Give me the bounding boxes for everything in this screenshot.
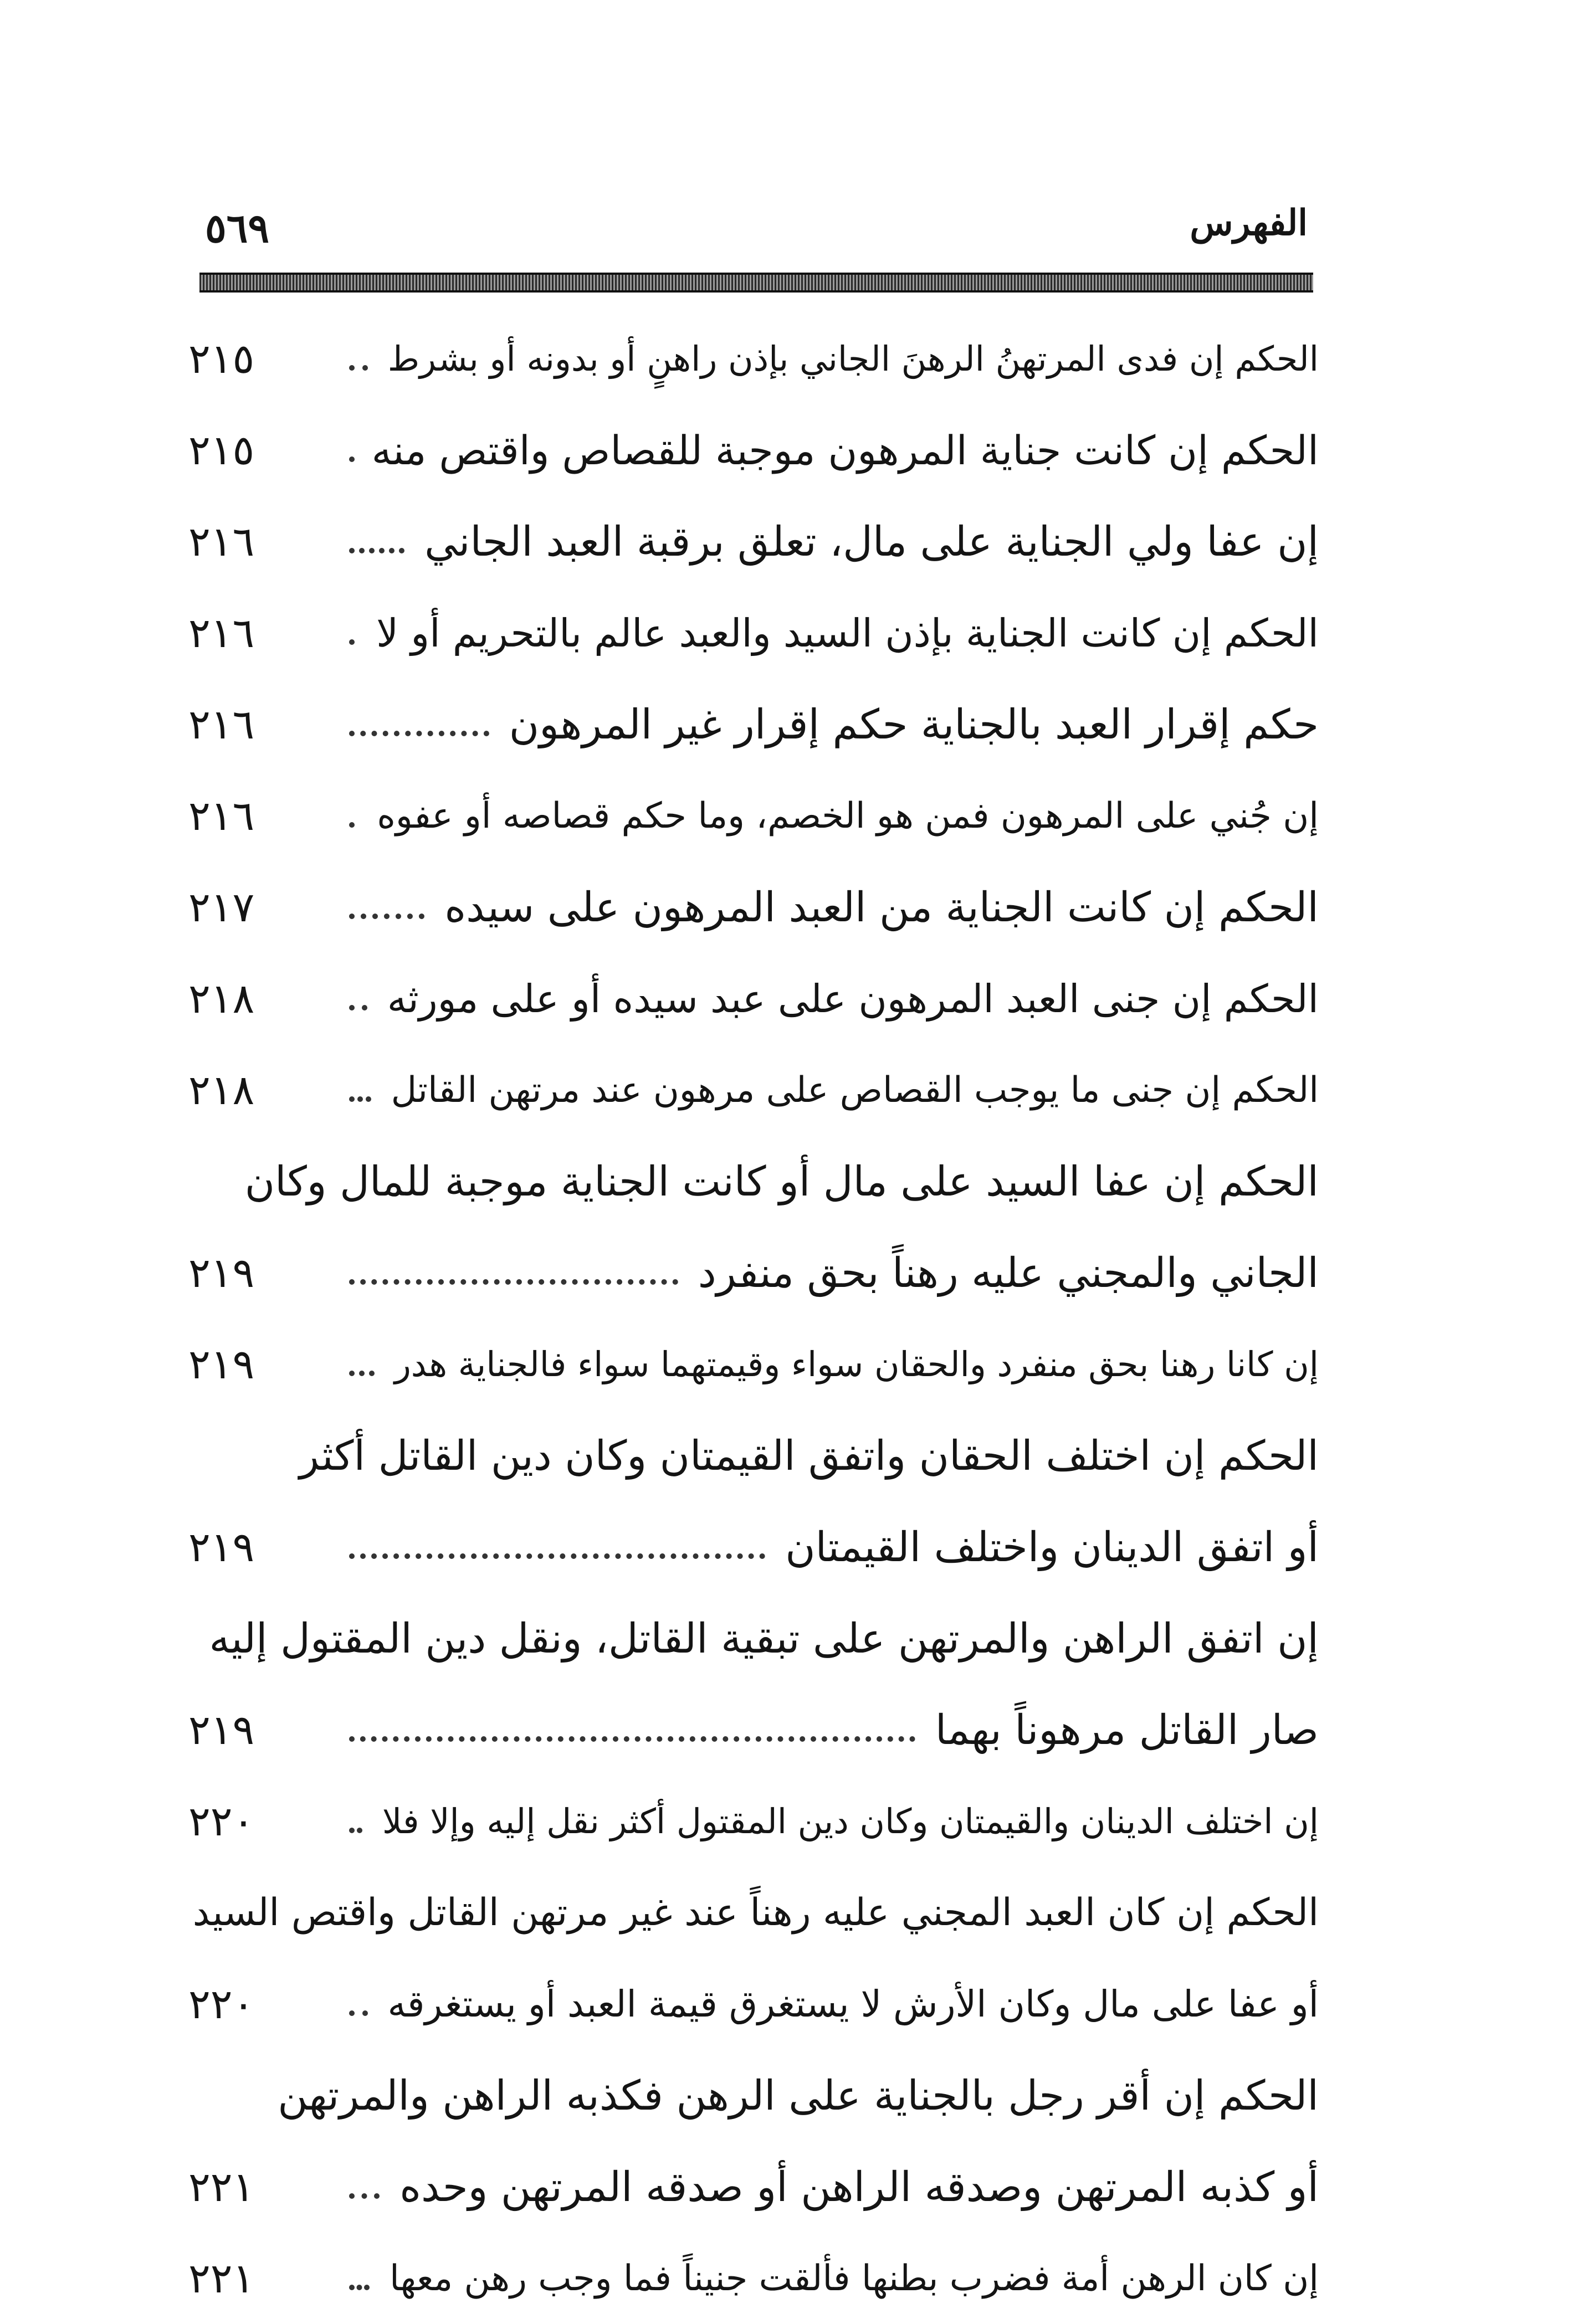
entry-page-number: ٢١٩: [188, 1249, 255, 1297]
entry-page-number: ٢٢١: [188, 2163, 255, 2211]
index-entry: [188, 1867, 1319, 1958]
entry-title: إن اتفق الراهن والمرتهن على تبقية القاتل، ونقل دين المقتول إليه: [209, 1614, 1319, 1663]
entry-page-number: ٢١٦: [188, 700, 255, 748]
index-entry: [188, 2233, 1319, 2324]
index-entry: [188, 1410, 1319, 1501]
entry-title: إن جُني على المرهون فمن هو الخصم، وما حكم قصاصه أو عفوه: [377, 795, 1319, 837]
dot-leader: [349, 914, 424, 919]
dot-leader: [349, 2193, 380, 2199]
entry-title: الحكم إن كانت الجناية من العبد المرهون على سيده: [444, 883, 1319, 931]
entry-page-number: ٢١٧: [188, 883, 255, 931]
dot-leader: [349, 639, 356, 645]
index-entry: [188, 1136, 1319, 1227]
section-title: الفهرس: [1190, 202, 1308, 244]
index-entry: [188, 1776, 1319, 1867]
entry-title: حكم إقرار العبد بالجناية حكم إقرار غير المرهون: [509, 700, 1319, 748]
entry-title: الحكم إن أقر رجل بالجناية على الرهن فكذبه الراهن والمرتهن: [278, 2071, 1319, 2120]
entry-title: الحكم إن جنى العبد المرهون على عبد سيده أو على مورثه: [387, 976, 1319, 1022]
entry-page-number: ٢٢٠: [188, 1980, 255, 2028]
entry-page-number: ٢١٩: [188, 1340, 255, 1388]
index-entry: [188, 770, 1319, 861]
dot-leader: [349, 1736, 915, 1742]
entry-title: إن عفا ولي الجناية على مال، تعلق برقبة العبد الجاني: [424, 517, 1319, 566]
entry-page-number: ٢٢١: [188, 2254, 255, 2302]
entry-page-number: ٢١٦: [188, 609, 255, 657]
entry-page-number: ٢٢٠: [188, 1797, 255, 1845]
index-entry: [188, 2050, 1319, 2141]
entry-title: الحكم إن كان العبد المجني عليه رهناً عند غير مرتهن القاتل واقتص السيد: [192, 1891, 1319, 1935]
entry-title: أو اتفق الدينان واختلف القيمتان: [785, 1523, 1319, 1571]
index-entry: [188, 1319, 1319, 1410]
entry-page-number: ٢١٦: [188, 792, 255, 840]
entry-page-number: ٢١٩: [188, 1706, 255, 1754]
dot-leader: [349, 1553, 765, 1559]
entry-page-number: ٢١٥: [188, 335, 255, 383]
entry-title: إن اختلف الدينان والقيمتان وكان دين المقتول أكثر نقل إليه وإلا فلا: [382, 1801, 1319, 1841]
entry-title: الحكم إن فدى المرتهنُ الرهنَ الجاني بإذن راهنٍ أو بدونه أو بشرط: [387, 338, 1319, 379]
entry-title: الحكم إن كانت جناية المرهون موجبة للقصاص واقتص منه: [371, 427, 1319, 474]
index-entry: [188, 1501, 1319, 1593]
index-entry: [188, 2141, 1319, 2233]
dot-leader: [349, 731, 489, 736]
index-entry: [188, 1593, 1319, 1684]
dot-leader: [349, 1096, 371, 1102]
entry-title: الحكم إن كانت الجناية بإذن السيد والعبد عالم بالتحريم أو لا: [376, 610, 1319, 656]
dot-leader: [349, 2010, 368, 2016]
index-entry: [188, 313, 1319, 404]
entry-title: الحكم إن عفا السيد على مال أو كانت الجناية موجبة للمال وكان: [244, 1157, 1319, 1205]
dot-leader: [349, 822, 357, 828]
index-entry: [188, 953, 1319, 1044]
entry-title: صار القاتل مرهوناً بهما: [935, 1706, 1319, 1754]
entry-title: أو عفا على مال وكان الأرش لا يستغرق قيمة العبد أو يستغرقه: [387, 1983, 1319, 2025]
index-entry: [188, 496, 1319, 587]
entry-page-number: ٢١٦: [188, 517, 255, 566]
entry-page-number: ٢١٨: [188, 974, 255, 1023]
entry-title: إن كان الرهن أمة فضرب بطنها فألقت جنيناً فما وجب رهن معها: [390, 2258, 1319, 2299]
entry-title: الجاني والمجني عليه رهناً بحق منفرد: [698, 1249, 1319, 1297]
index-entry: [188, 1227, 1319, 1319]
index-entry: [188, 679, 1319, 770]
index-entry: [188, 1044, 1319, 1136]
dot-leader: [349, 456, 352, 462]
page-header: [199, 199, 1313, 266]
index-entry: [188, 404, 1319, 496]
dot-leader: [349, 1371, 375, 1376]
index-entry: [188, 1958, 1319, 2050]
entry-title: الحكم إن جنى ما يوجب القصاص على مرهون عند مرتهن القاتل: [391, 1069, 1319, 1111]
index-entry: [188, 587, 1319, 679]
index-entry: [188, 1684, 1319, 1776]
dot-leader: [349, 365, 368, 371]
dot-leader: [349, 1279, 678, 1285]
entry-page-number: ٢١٨: [188, 1066, 255, 1114]
entry-page-number: ٢١٩: [188, 1523, 255, 1571]
entry-title: الحكم إن اختلف الحقان واتفق القيمتان وكان دين القاتل أكثر: [299, 1432, 1319, 1480]
page-number: ٥٦٩: [205, 204, 270, 252]
entry-title: أو كذبه المرتهن وصدقه الراهن أو صدقه المرتهن وحده: [399, 2163, 1319, 2211]
dot-leader: [349, 548, 404, 553]
header-rule: [199, 273, 1313, 293]
dot-leader: [349, 1005, 367, 1010]
dot-leader: [349, 2285, 370, 2290]
entry-page-number: ٢١٥: [188, 426, 255, 474]
dot-leader: [349, 1828, 362, 1833]
entry-title: إن كانا رهنا بحق منفرد والحقان سواء وقيمتهما سواء فالجناية هدر: [394, 1344, 1319, 1384]
index-entry: [188, 861, 1319, 953]
index-list: [188, 313, 1319, 2324]
